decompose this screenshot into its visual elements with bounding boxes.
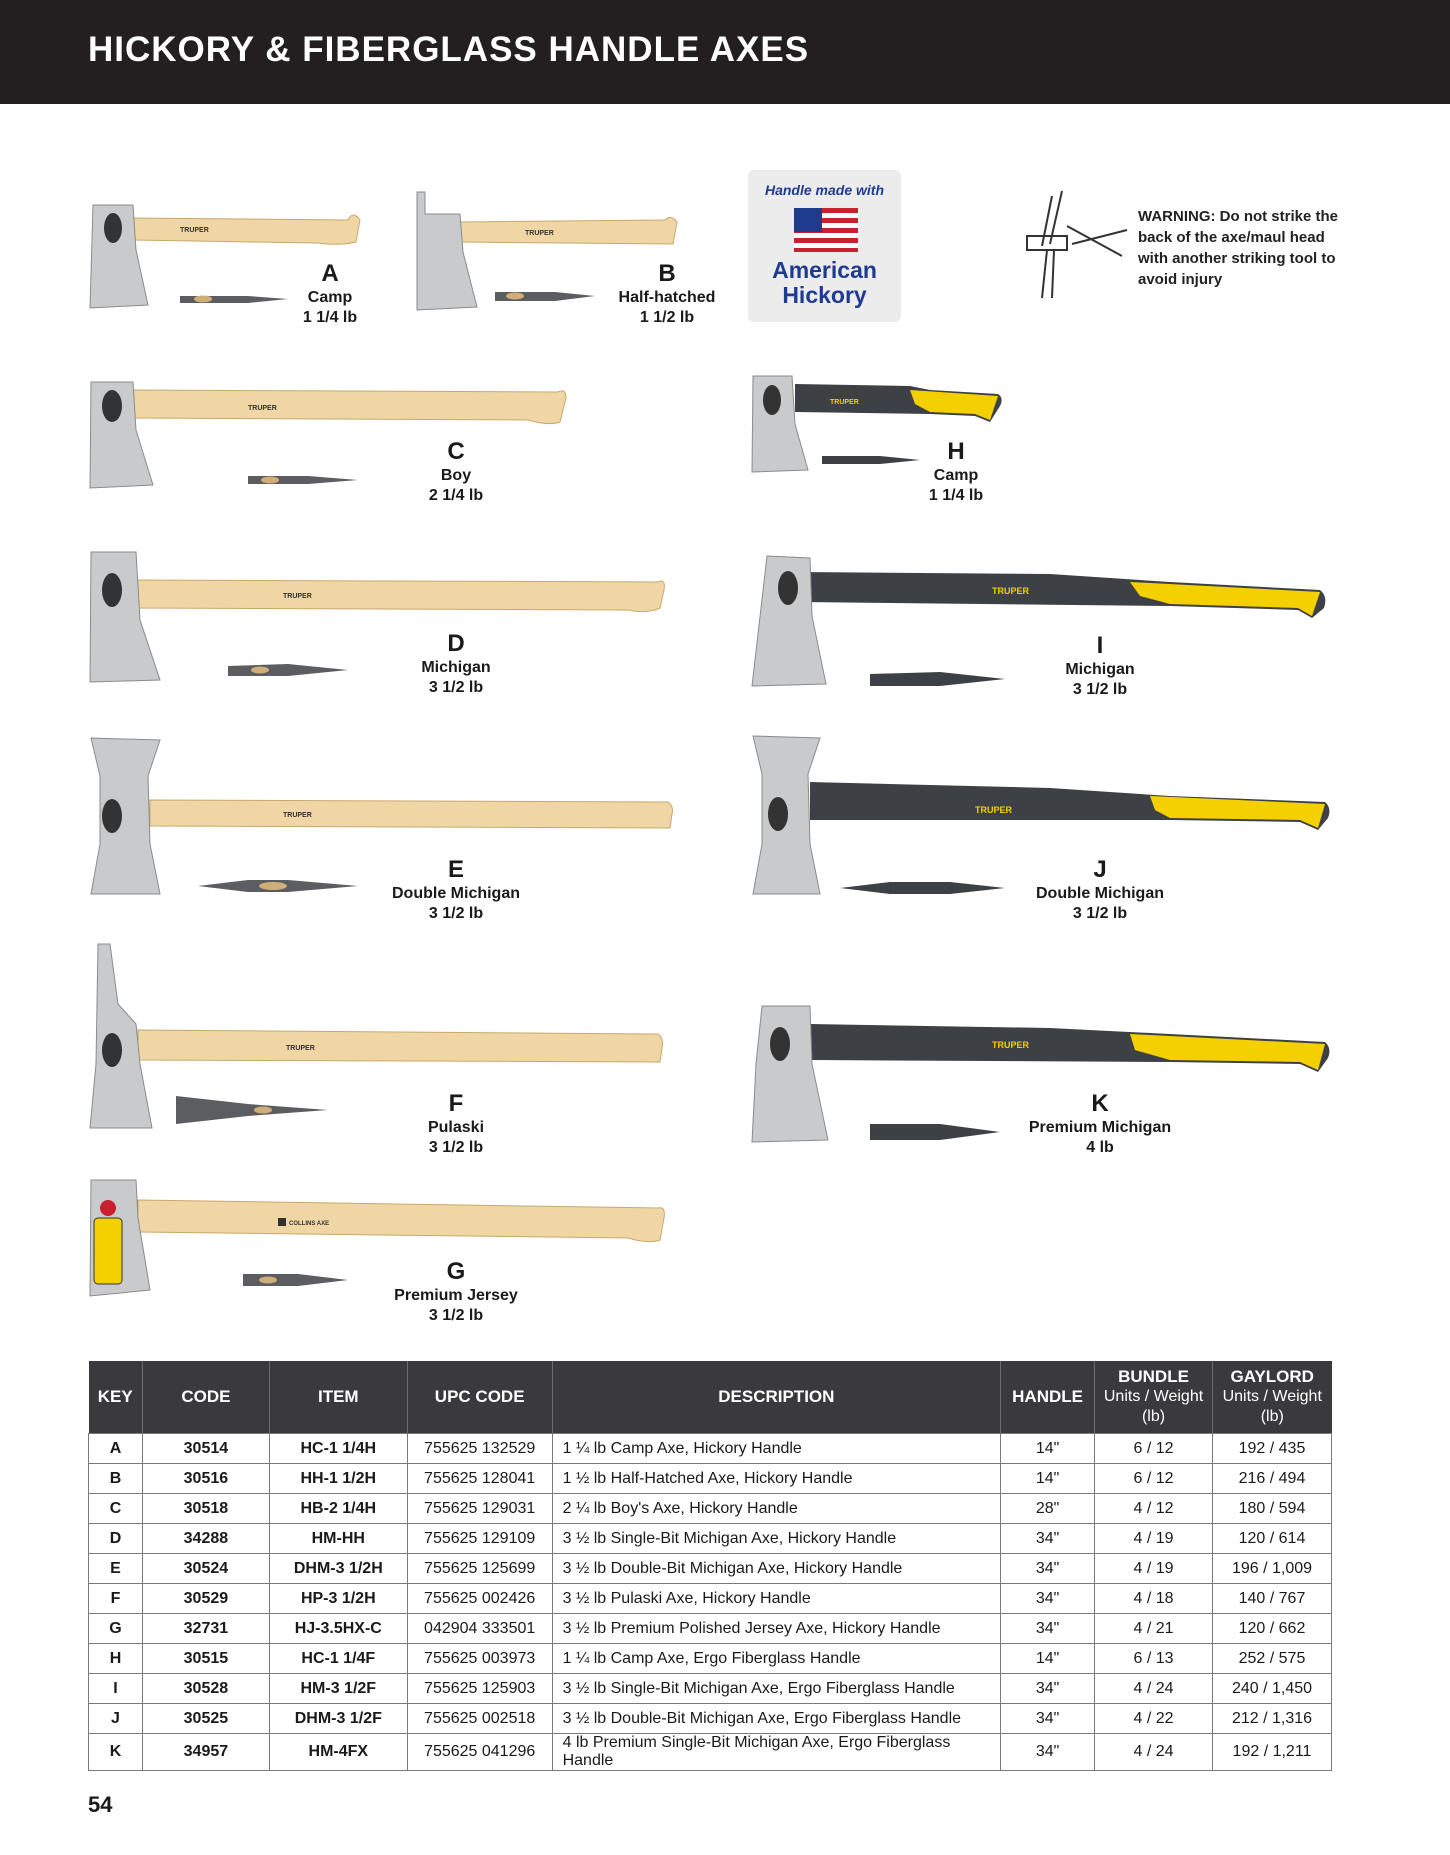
cell-code: 34288 [142, 1524, 269, 1554]
cell-description: 3 ½ lb Premium Polished Jersey Axe, Hickory Handle [552, 1614, 1000, 1644]
cell-description: 3 ½ lb Double-Bit Michigan Axe, Hickory Handle [552, 1554, 1000, 1584]
table-row [89, 1704, 1332, 1734]
cell-bundle: 4 / 19 [1095, 1524, 1213, 1554]
cell-handle: 34" [1001, 1584, 1095, 1614]
cell-code: 30528 [142, 1674, 269, 1704]
cell-item: HC-1 1/4F [269, 1644, 407, 1674]
product-g [88, 1178, 688, 1334]
badge-top-text: Handle made with [764, 182, 885, 198]
brand-text-j: TRUPER [975, 805, 1013, 815]
cell-description: 1 ½ lb Half-Hatched Axe, Hickory Handle [552, 1464, 1000, 1494]
cell-bundle: 4 / 24 [1095, 1674, 1213, 1704]
cell-bundle: 6 / 13 [1095, 1644, 1213, 1674]
product-d [88, 550, 688, 700]
cell-handle: 34" [1001, 1614, 1095, 1644]
cell-key: I [89, 1674, 143, 1704]
table-header-row [89, 1361, 1332, 1434]
cell-gaylord: 240 / 1,450 [1212, 1674, 1331, 1704]
cell-upc: 755625 002426 [407, 1584, 552, 1614]
brand-text-a: TRUPER [180, 227, 209, 234]
cell-handle: 34" [1001, 1554, 1095, 1584]
col-item: ITEM [269, 1361, 407, 1434]
cell-gaylord: 192 / 1,211 [1212, 1734, 1331, 1771]
cell-upc: 755625 003973 [407, 1644, 552, 1674]
caption-g: G Premium Jersey 3 1/2 lb [394, 1258, 518, 1324]
brand-text-i: TRUPER [992, 586, 1030, 596]
brand-text-d: TRUPER [283, 593, 312, 600]
cell-code: 30515 [142, 1644, 269, 1674]
cell-item: HJ-3.5HX-C [269, 1614, 407, 1644]
caption-e: E Double Michigan 3 1/2 lb [392, 856, 520, 922]
cell-description: 1 ¼ lb Camp Axe, Ergo Fiberglass Handle [552, 1644, 1000, 1674]
product-a [88, 200, 458, 340]
cell-handle: 14" [1001, 1434, 1095, 1464]
cell-description: 2 ¼ lb Boy's Axe, Hickory Handle [552, 1494, 1000, 1524]
american-hickory-badge [748, 170, 901, 322]
cell-handle: 28" [1001, 1494, 1095, 1524]
cell-item: HH-1 1/2H [269, 1464, 407, 1494]
cell-item: HM-3 1/2F [269, 1674, 407, 1704]
caption-f: F Pulaski 3 1/2 lb [427, 1090, 485, 1156]
cell-key: G [89, 1614, 143, 1644]
cell-handle: 34" [1001, 1524, 1095, 1554]
spec-table [88, 1361, 1332, 1771]
cell-code: 30529 [142, 1584, 269, 1614]
cell-item: HM-4FX [269, 1734, 407, 1771]
cell-item: HB-2 1/4H [269, 1494, 407, 1524]
cell-description: 3 ½ lb Single-Bit Michigan Axe, Ergo Fiberglass Handle [552, 1674, 1000, 1704]
brand-text-h: TRUPER [830, 399, 859, 406]
caption-d: D Michigan 3 1/2 lb [421, 630, 491, 696]
brand-text-b: TRUPER [525, 230, 554, 237]
table-row [89, 1674, 1332, 1704]
cell-gaylord: 212 / 1,316 [1212, 1704, 1331, 1734]
cell-bundle: 4 / 24 [1095, 1734, 1213, 1771]
cell-key: E [89, 1554, 143, 1584]
table-row [89, 1554, 1332, 1584]
col-gaylord: GAYLORD Units / Weight (lb) [1212, 1361, 1331, 1434]
cell-gaylord: 120 / 662 [1212, 1614, 1331, 1644]
cell-key: B [89, 1464, 143, 1494]
col-key: KEY [89, 1361, 143, 1434]
brand-text-c: TRUPER [248, 405, 277, 412]
caption-j: J Double Michigan 3 1/2 lb [1036, 856, 1164, 922]
table-row [89, 1644, 1332, 1674]
cell-bundle: 6 / 12 [1095, 1464, 1213, 1494]
cell-handle: 34" [1001, 1704, 1095, 1734]
caption-k: K Premium Michigan 4 lb [1028, 1090, 1172, 1156]
cell-description: 4 lb Premium Single-Bit Michigan Axe, Ergo Fiberglass Handle [552, 1734, 1000, 1771]
product-i [750, 556, 1340, 706]
product-j [750, 734, 1340, 922]
cell-upc: 755625 129109 [407, 1524, 552, 1554]
cell-description: 3 ½ lb Pulaski Axe, Hickory Handle [552, 1584, 1000, 1614]
cell-key: F [89, 1584, 143, 1614]
cell-gaylord: 140 / 767 [1212, 1584, 1331, 1614]
product-f [88, 944, 688, 1156]
cell-item: HP-3 1/2H [269, 1584, 407, 1614]
cell-upc: 755625 041296 [407, 1734, 552, 1771]
cell-handle: 34" [1001, 1734, 1095, 1771]
page-header [0, 0, 1450, 104]
product-b [415, 192, 745, 340]
cell-key: C [89, 1494, 143, 1524]
cell-upc: 755625 002518 [407, 1704, 552, 1734]
col-description: DESCRIPTION [552, 1361, 1000, 1434]
cell-code: 30514 [142, 1434, 269, 1464]
col-upc: UPC CODE [407, 1361, 552, 1434]
cell-bundle: 4 / 22 [1095, 1704, 1213, 1734]
cell-upc: 755625 129031 [407, 1494, 552, 1524]
cell-gaylord: 120 / 614 [1212, 1524, 1331, 1554]
page-number: 54 [88, 1792, 113, 1817]
cell-bundle: 6 / 12 [1095, 1434, 1213, 1464]
cell-gaylord: 216 / 494 [1212, 1464, 1331, 1494]
cell-code: 32731 [142, 1614, 269, 1644]
table-row [89, 1434, 1332, 1464]
cell-gaylord: 252 / 575 [1212, 1644, 1331, 1674]
caption-b: B Half-hatched 1 1/2 lb [618, 260, 716, 326]
us-flag-icon [748, 200, 901, 260]
brand-text-k: TRUPER [992, 1040, 1030, 1050]
table-row [89, 1494, 1332, 1524]
cell-key: H [89, 1644, 143, 1674]
cell-upc: 755625 132529 [407, 1434, 552, 1464]
page-title: HICKORY & FIBERGLASS HANDLE AXES [88, 30, 810, 69]
caption-i: I Michigan 3 1/2 lb [1065, 632, 1135, 698]
cell-gaylord: 196 / 1,009 [1212, 1554, 1331, 1584]
cell-key: D [89, 1524, 143, 1554]
caption-c: C Boy 2 1/4 lb [428, 438, 484, 504]
table-row [89, 1734, 1332, 1771]
cell-key: A [89, 1434, 143, 1464]
cell-gaylord: 180 / 594 [1212, 1494, 1331, 1524]
cell-upc: 755625 125699 [407, 1554, 552, 1584]
strike-warning-icon [1022, 186, 1132, 304]
cell-bundle: 4 / 21 [1095, 1614, 1213, 1644]
product-e [88, 736, 688, 922]
product-k [750, 1004, 1340, 1170]
col-bundle: BUNDLE Units / Weight (lb) [1095, 1361, 1213, 1434]
cell-item: DHM-3 1/2H [269, 1554, 407, 1584]
cell-code: 30516 [142, 1464, 269, 1494]
product-c [88, 380, 588, 510]
product-h [750, 374, 1110, 510]
cell-code: 30524 [142, 1554, 269, 1584]
caption-a: A Camp 1 1/4 lb [302, 260, 358, 326]
cell-item: HM-HH [269, 1524, 407, 1554]
cell-code: 30525 [142, 1704, 269, 1734]
cell-bundle: 4 / 18 [1095, 1584, 1213, 1614]
cell-bundle: 4 / 12 [1095, 1494, 1213, 1524]
brand-text-f: TRUPER [286, 1045, 315, 1052]
cell-item: DHM-3 1/2F [269, 1704, 407, 1734]
cell-upc: 755625 128041 [407, 1464, 552, 1494]
cell-bundle: 4 / 19 [1095, 1554, 1213, 1584]
cell-description: 3 ½ lb Double-Bit Michigan Axe, Ergo Fiberglass Handle [552, 1704, 1000, 1734]
col-handle: HANDLE [1001, 1361, 1095, 1434]
table-row [89, 1464, 1332, 1494]
cell-description: 3 ½ lb Single-Bit Michigan Axe, Hickory Handle [552, 1524, 1000, 1554]
col-code: CODE [142, 1361, 269, 1434]
table-row [89, 1524, 1332, 1554]
cell-handle: 14" [1001, 1644, 1095, 1674]
cell-handle: 14" [1001, 1464, 1095, 1494]
cell-upc: 755625 125903 [407, 1674, 552, 1704]
table-row [89, 1584, 1332, 1614]
table-row [89, 1614, 1332, 1644]
cell-code: 30518 [142, 1494, 269, 1524]
cell-description: 1 ¼ lb Camp Axe, Hickory Handle [552, 1434, 1000, 1464]
brand-text-e: TRUPER [283, 812, 312, 819]
brand-text-g: COLLINS AXE [289, 1221, 330, 1227]
warning-text: WARNING: Do not strike the back of the axe/maul head with another striking tool to avoid injury [1138, 208, 1339, 288]
cell-key: K [89, 1734, 143, 1771]
cell-upc: 042904 333501 [407, 1614, 552, 1644]
badge-main-text: American Hickory [772, 257, 877, 308]
caption-h: H Camp 1 1/4 lb [928, 438, 984, 504]
cell-item: HC-1 1/4H [269, 1434, 407, 1464]
cell-handle: 34" [1001, 1674, 1095, 1704]
cell-key: J [89, 1704, 143, 1734]
cell-gaylord: 192 / 435 [1212, 1434, 1331, 1464]
cell-code: 34957 [142, 1734, 269, 1771]
